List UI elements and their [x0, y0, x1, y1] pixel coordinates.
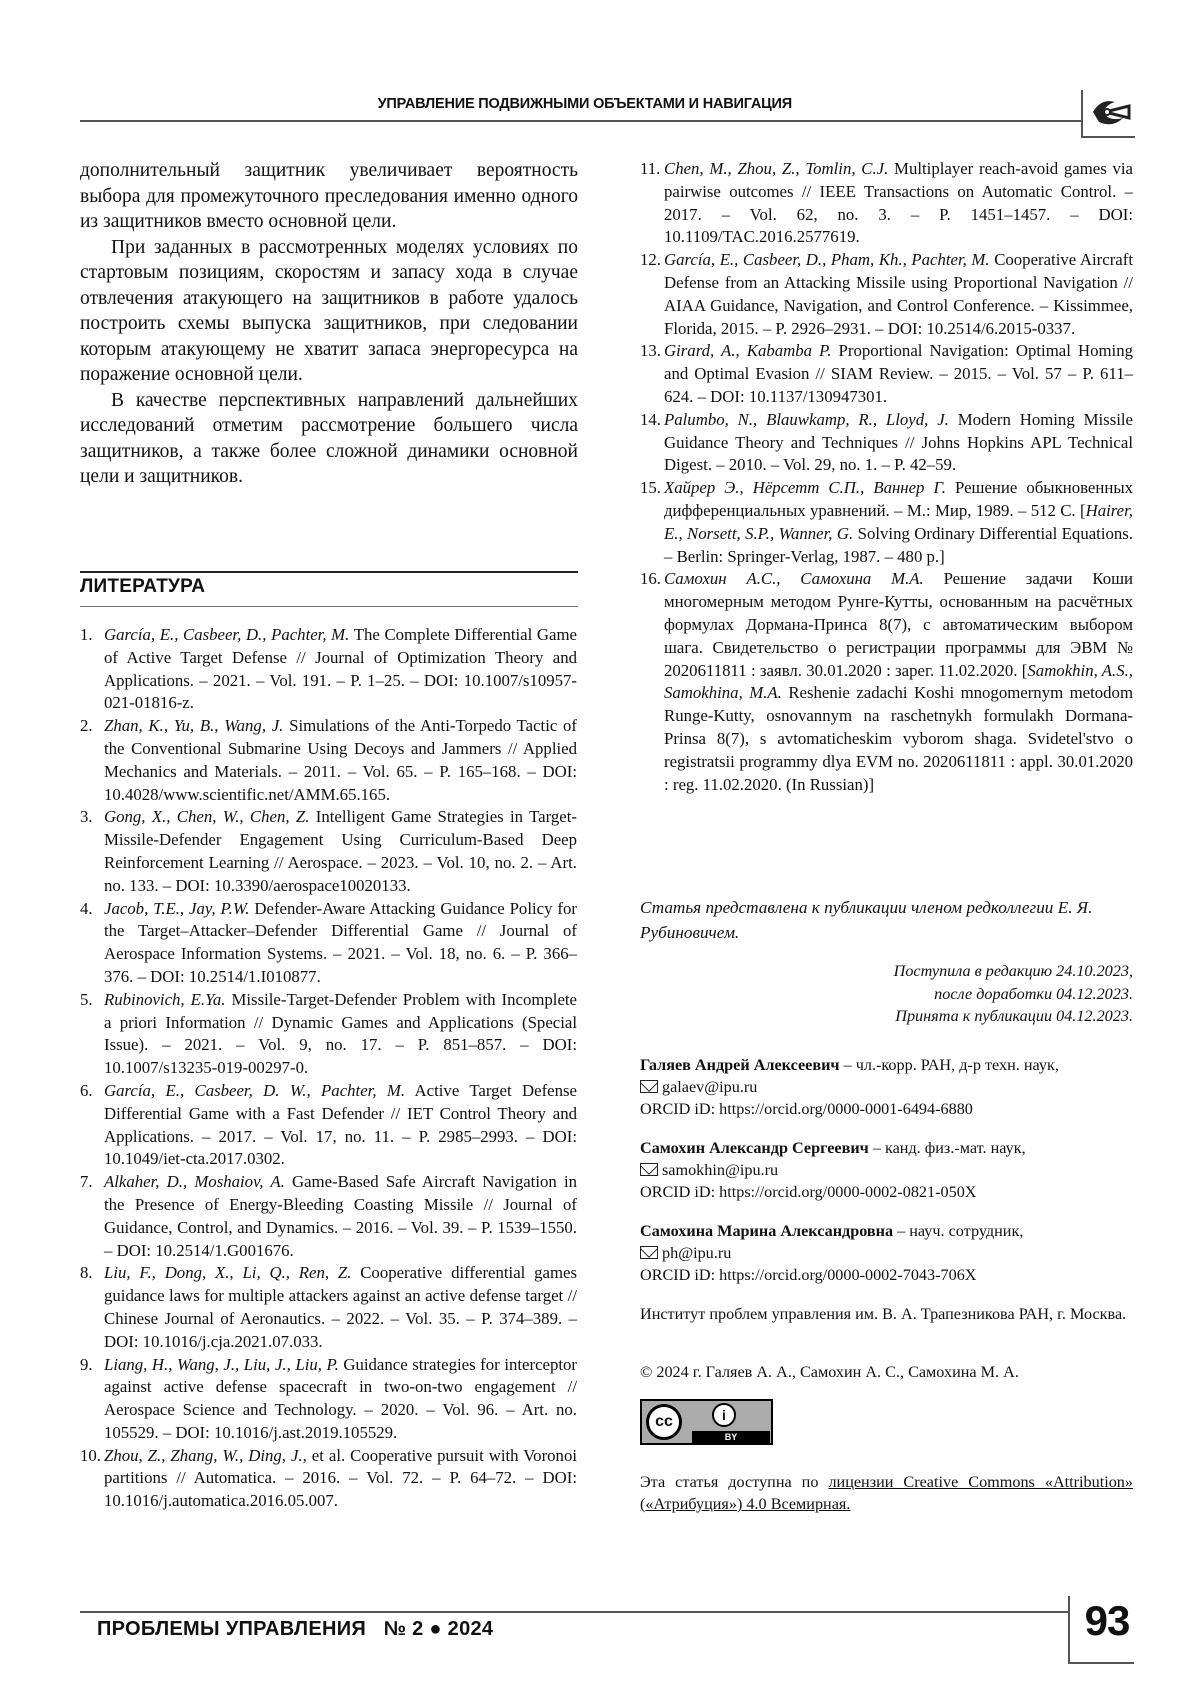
reference-item: 15. Хайрер Э., Нёрсетт С.П., Ваннер Г. Решение обыкновенных дифференциальных уравнений. – М.: Мир, 1989. – 512 С. [Hairer, E., Norsett, S.P., Wanner, G. Solving Ordinary Differential Equations. – Berlin: Springer-Verlag, 1987. – 480 p.] [640, 478, 1134, 566]
footer-rule [80, 1611, 1068, 1613]
reference-item: 6. García, E., Casbeer, D. W., Pachter, M. Active Target Defense Differential Game with a Fast Defender // IET Control Theory and Applications. – 2017. – Vol. 17, no. 11. – P. 2985–2993. – DOI: 10.1049/iet-cta.2017.0302. [80, 1080, 578, 1169]
logo-frame [1081, 90, 1135, 138]
author-block [640, 1220, 1133, 1286]
running-title: УПРАВЛЕНИЕ ПОДВИЖНЫМИ ОБЪЕКТАМИ И НАВИГАЦИЯ [377, 96, 792, 112]
footer-divider [1068, 1596, 1070, 1664]
reference-item: 1. García, E., Casbeer, D., Pachter, M. The Complete Differential Game of Active Target Defense // Journal of Optimization Theory and Applications. – 2021. – Vol. 191. – P. 1–25. – DOI: 10.1007/s10957-021-01816-z. [80, 625, 578, 713]
body-text-block [80, 158, 578, 490]
journal-issue: ПРОБЛЕМЫ УПРАВЛЕНИЯ № 2 ● 2024 [97, 1618, 494, 1640]
mail-icon [640, 1163, 658, 1176]
references-list-left [80, 624, 577, 1513]
reference-item: 3. Gong, X., Chen, W., Chen, Z. Intelligent Game Strategies in Target-Missile-Defender Engagement Using Curriculum-Based Deep Reinforcement Learning // Aerospace. – 2023. – Vol. 10, no. 2. – Art. no. 133. – DOI: 10.3390/aerospace10020133. [80, 807, 578, 895]
institute: Институт проблем управления им. В. А. Трапезникова РАН, г. Москва. [640, 1305, 1127, 1323]
journal-logo-icon [1087, 92, 1133, 132]
mail-icon [640, 1080, 658, 1093]
reference-item: 5. Rubinovich, E.Ya. Missile-Target-Defender Problem with Incomplete a priori Information // Dynamic Games and Applications (Special Issue). – 2021. – Vol. 9, no. 17. – P. 851–857. – DOI: 10.1007/s13235-019-00297-0. [80, 989, 577, 1078]
reference-item: 2. Zhan, K., Yu, B., Wang, J. Simulations of the Anti-Torpedo Tactic of the Conventional Submarine Using Decoys and Jammers // Applied Mechanics and Materials. – 2011. – Vol. 65. – P. 165–168. – DOI: 10.4028/www.scientific.net/AMM.65.165. [80, 716, 578, 804]
reference-item: 13. Girard, A., Kabamba P. Proportional Navigation: Optimal Homing and Optimal Evasion // SIAM Review. – 2015. – Vol. 57 – P. 611–624. – DOI: 10.1137/130947301. [640, 341, 1133, 406]
accepted-date: Принята к публикации 04.12.2023. [895, 1007, 1133, 1025]
paragraph: дополнительный защитник увеличивает вероятность выбора для промежуточного преследования именно одного из защитников вместо основной цели. [80, 160, 578, 232]
author-email[interactable]: galaev@ipu.ru [662, 1078, 758, 1096]
author-name: Самохина Марина Александровна [640, 1222, 894, 1240]
reference-item: 16. Самохин А.С., Самохина М.А. Решение задачи Коши многомерным методом Рунге-Кутты, основанным на расчётных формулах Дормана-Принса 8(7), с автоматическим выбором шага. Свидетельство о регистрации программы для ЭВМ № 2020611811 : заявл. 30.01.2020 : зарег. 11.02.2020. [Samokhin, A.S., Samokhina, M.A. Reshenie zadachi Koshi mnogomernym metodom Runge-Kutty, osnovannym na raschetnykh formulakh Dormana-Prinsa 8(7), s avtomaticheskim vyborom shaga. Svidetel'stvo o registratsii programmy dlya EVM no. 2020611811 : appl. 30.01.2020 : reg. 11.02.2020. (In Russian)] [640, 569, 1134, 794]
section-rule [80, 571, 578, 573]
dates-block [640, 960, 1133, 1028]
license-link[interactable]: лицензии Creative Commons «Attribution» («Атрибуция») 4.0 Всемирная. [640, 1473, 1133, 1513]
author-name: Галяев Андрей Алексеевич [640, 1056, 840, 1074]
copyright: © 2024 г. Галяев А. А., Самохин А. С., Самохина М. А. [640, 1363, 1019, 1381]
reference-item: 4. Jacob, T.E., Jay, P.W. Defender-Aware Attacking Guidance Policy for the Target–Attacker–Defender Differential Game // Journal of Aerospace Information Systems. – 2021. – Vol. 18, no. 6. – P. 366–376. – DOI: 10.2514/1.I010877. [80, 898, 577, 986]
author-block [640, 1054, 1133, 1120]
author-orcid[interactable]: ORCID iD: https://orcid.org/0000-0001-6494-6880 [640, 1100, 973, 1118]
attribution-icon: i [712, 1403, 736, 1427]
author-name: Самохин Александр Сергеевич [640, 1139, 869, 1157]
page-number: 93 [1084, 1597, 1130, 1644]
revised-date: после доработки 04.12.2023. [934, 984, 1133, 1003]
paragraph: При заданных в рассмотренных моделях условиях по стартовым позициям, скоростям и запасу хода в случае отвлечения атакующего на защитников в работе удалось построить схемы выпуска защитников, при следовании которым атакующему не хватит запаса энергоресурса на поражение основной цели. [80, 236, 578, 385]
author-email[interactable]: samokhin@ipu.ru [662, 1161, 779, 1179]
reference-item: 10. Zhou, Z., Zhang, W., Ding, J., et al. Cooperative pursuit with Voronoi partitions // Automatica. – 2016. – Vol. 72. – P. 64–72. – DOI: 10.1016/j.automatica.2016.05.007. [80, 1445, 577, 1511]
references-heading: ЛИТЕРАТУРА [80, 576, 206, 597]
author-orcid[interactable]: ORCID iD: https://orcid.org/0000-0002-7043-706X [640, 1266, 977, 1284]
reference-item: 7. Alkaher, D., Moshaiov, A. Game-Based Safe Aircraft Navigation in the Presence of Energy-Bleeding Coasting Missile // Journal of Guidance, Control, and Dynamics. – 2016. – Vol. 39. – P. 1539–1550. – DOI: 10.2514/1.G001676. [80, 1172, 577, 1260]
cc-icon: cc [646, 1404, 682, 1440]
references-list-right [640, 158, 1133, 796]
reference-item: 12. García, E., Casbeer, D., Pham, Kh., Pachter, M. Cooperative Aircraft Defense from an Attacking Missile using Proportional Navigation // AIAA Guidance, Navigation, and Control Conference. – Kissimmee, Florida, 2015. – P. 2926–2931. – DOI: 10.2514/6.2015-0337. [640, 250, 1133, 338]
author-role: – канд. физ.-мат. наук, [868, 1139, 1026, 1157]
reference-item: 14. Palumbo, N., Blauwkamp, R., Lloyd, J. Modern Homing Missile Guidance Theory and Techniques // Johns Hopkins APL Technical Digest. – 2010. – Vol. 29, no. 1. – P. 42–59. [640, 409, 1133, 475]
section-rule [80, 606, 578, 607]
author-role: – чл.-корр. РАН, д-р техн. наук, [839, 1056, 1059, 1074]
received-date: Поступила в редакцию 24.10.2023, [893, 962, 1133, 980]
reference-item: 8. Liu, F., Dong, X., Li, Q., Ren, Z. Cooperative differential games guidance laws for multiple attackers against an active defense target // Chinese Journal of Aeronautics. – 2022. – Vol. 35. – P. 374–389. – DOI: 10.1016/j.cja.2021.07.033. [80, 1263, 577, 1351]
author-block [640, 1137, 1133, 1203]
author-role: – науч. сотрудник, [893, 1222, 1024, 1240]
author-email[interactable]: ph@ipu.ru [662, 1244, 732, 1262]
cc-by-license-badge[interactable] [640, 1399, 773, 1445]
by-label: BY [692, 1431, 770, 1443]
reference-item: 11. Chen, M., Zhou, Z., Tomlin, C.J. Multiplayer reach-avoid games via pairwise outcomes // IEEE Transactions on Automatic Control. – 2017. – Vol. 62, no. 3. – P. 1451–1457. – DOI: 10.1109/TAC.2016.2577619. [640, 159, 1133, 247]
paragraph: В качестве перспективных направлений дальнейших исследований отметим рассмотрение большего числа защитников, а также более сложной динамики основной цели и защитников. [80, 389, 578, 487]
author-orcid[interactable]: ORCID iD: https://orcid.org/0000-0002-0821-050X [640, 1183, 977, 1201]
mail-icon [640, 1246, 658, 1259]
reference-item: 9. Liang, H., Wang, J., Liu, J., Liu, P. Guidance strategies for interceptor against active defense spacecraft in two-on-two engagement // Aerospace Science and Technology. – 2020. – Vol. 96. – Art. no. 105529. – DOI: 10.1016/j.ast.2019.105529. [80, 1354, 577, 1442]
license-text: Эта статья доступна по лицензии Creative Commons «Attribution» («Атрибуция») 4.0 Всемирная. [640, 1473, 1133, 1513]
footer-rule [1068, 1662, 1134, 1664]
editorial-note: Статья представлена к публикации членом редколлегии Е. Я. Рубиновичем. [640, 898, 1093, 942]
header-rule [80, 120, 1081, 122]
